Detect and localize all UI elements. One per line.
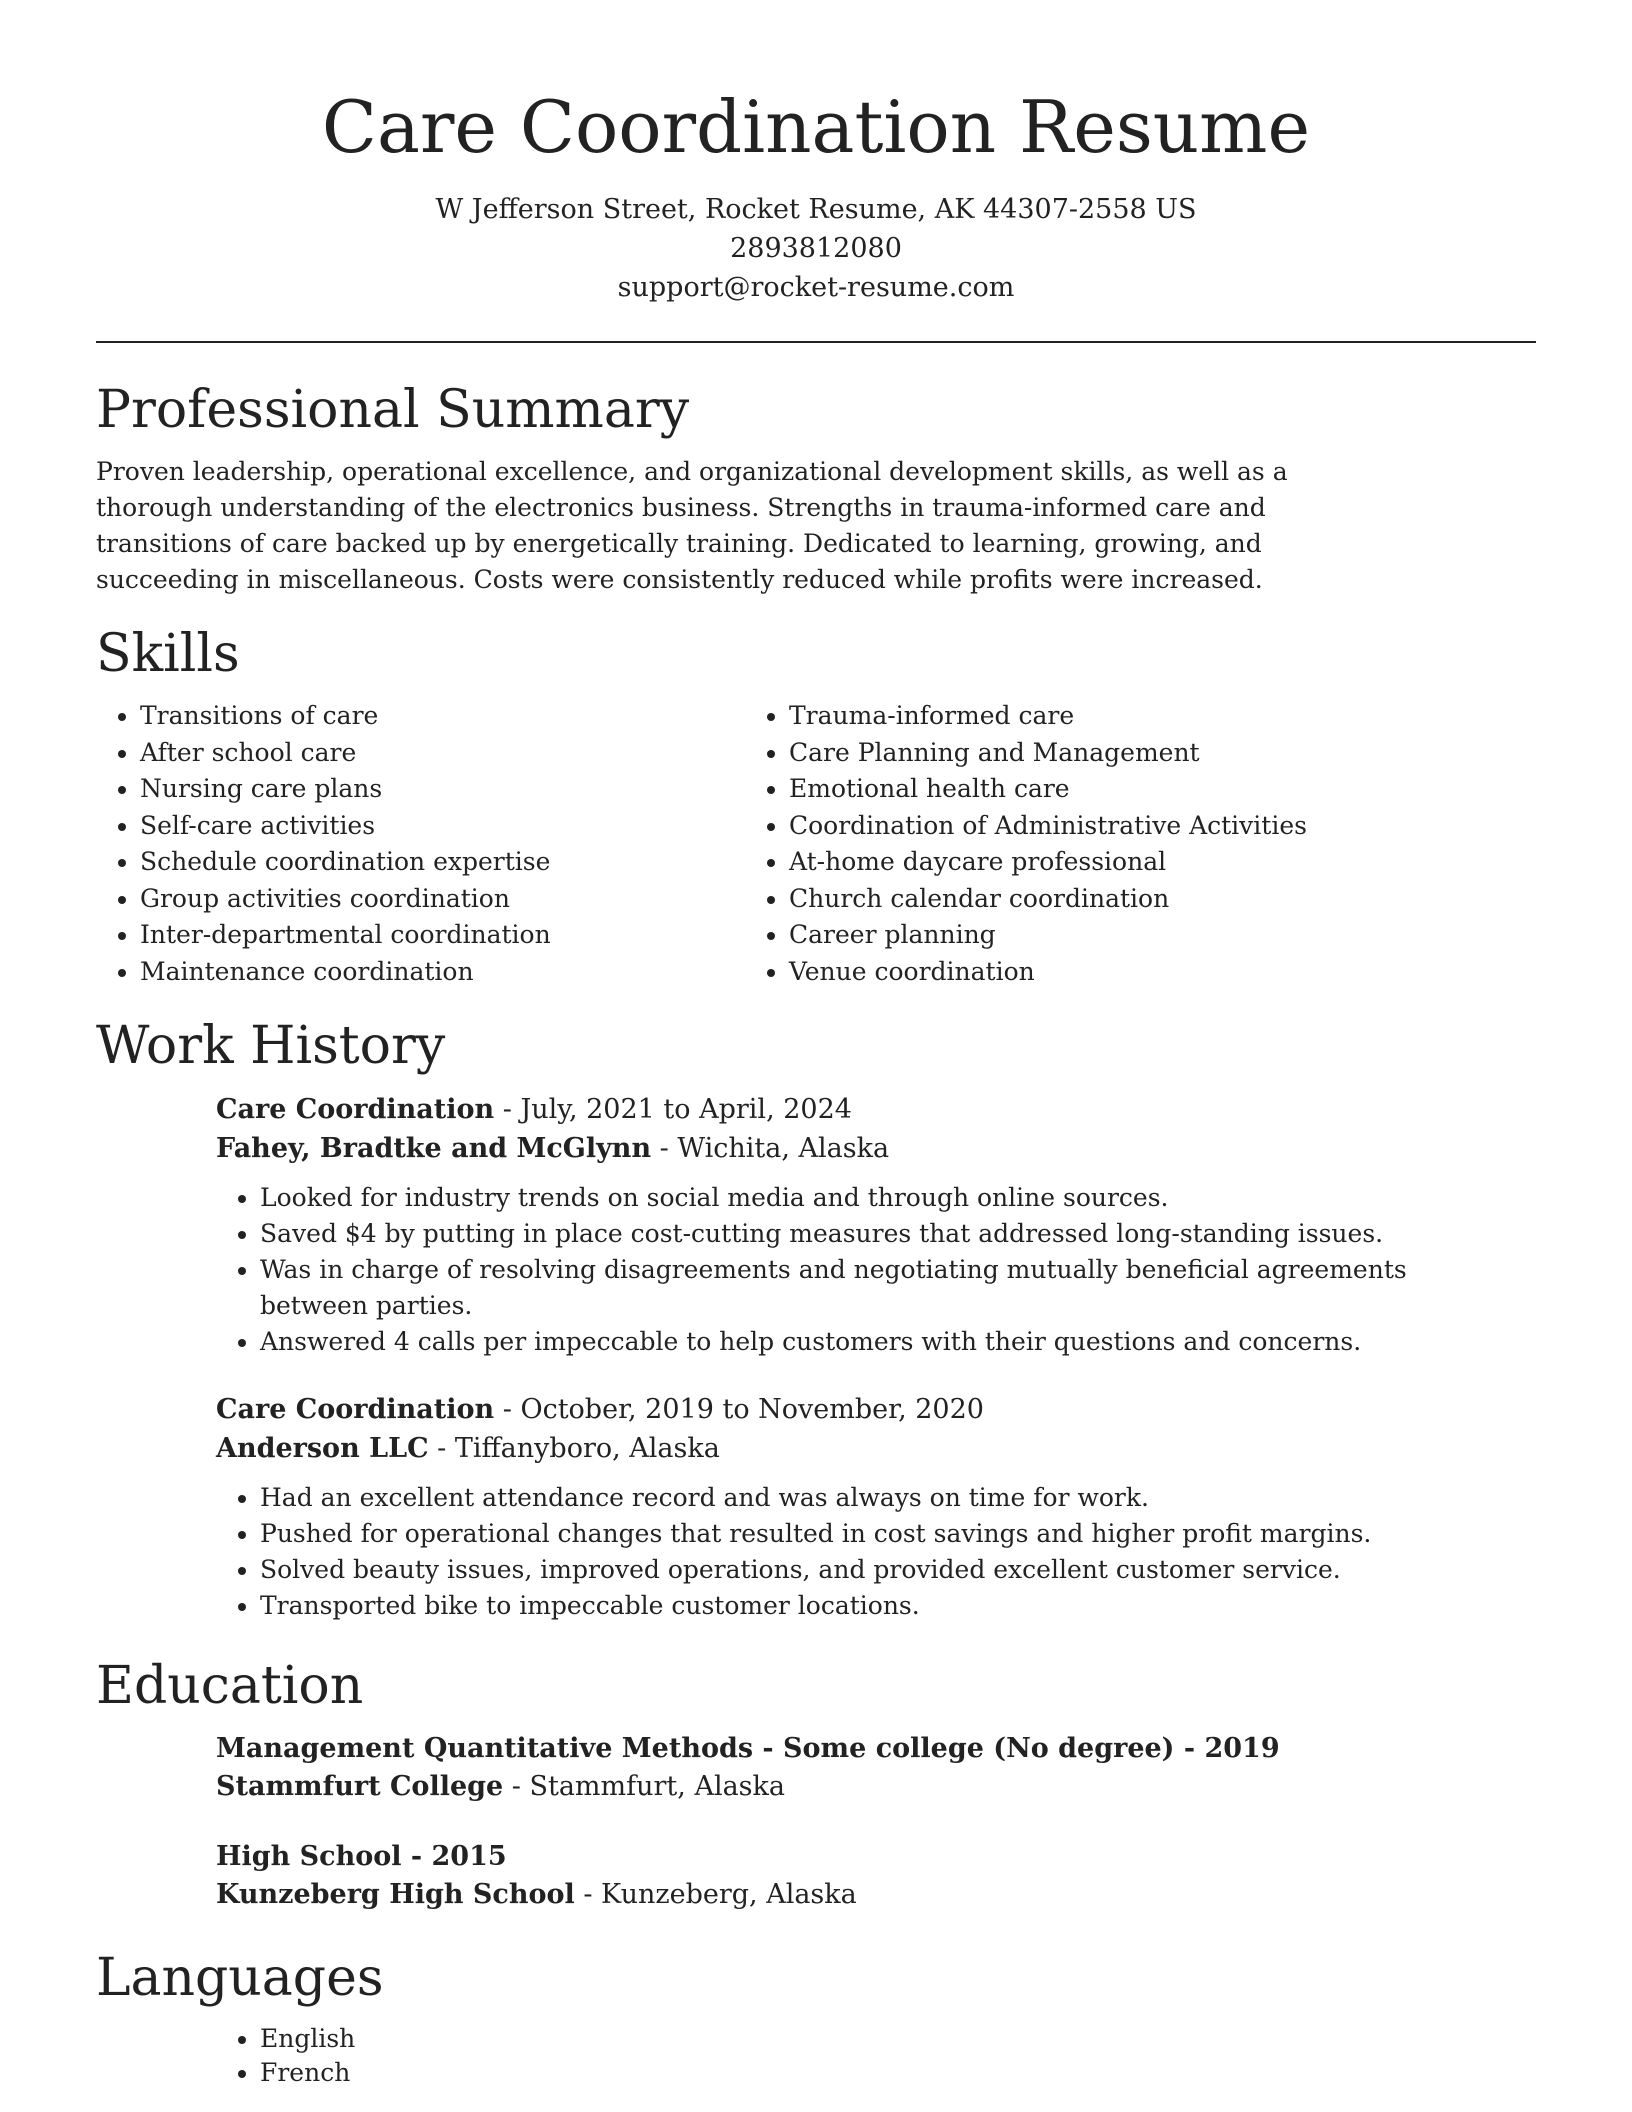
skill-item: • Trauma-informed care [789, 698, 1394, 735]
job-bullet: • Was in charge of resolving disagreements and negotiating mutually beneficial agreements between parties. [260, 1252, 1490, 1324]
resume-header [0, 0, 1632, 307]
education-school: Kunzeberg High School [216, 1879, 575, 1910]
language-item: • English [260, 2022, 1536, 2056]
education-location: - Kunzeberg, Alaska [574, 1879, 857, 1910]
skill-item: • Emotional health care [789, 771, 1394, 808]
education-degree: Management Quantitative Methods - Some college (No degree) - 2019 [216, 1733, 1280, 1764]
education-school: Stammfurt College [216, 1771, 504, 1802]
work-history-heading: Work History [96, 1016, 446, 1076]
email: support@rocket-resume.com [617, 272, 1015, 303]
job-bullet: • Saved $4 by putting in place cost-cutting measures that addressed long-standing issues. [260, 1216, 1490, 1252]
language-item: • French [260, 2056, 1536, 2090]
summary-heading: Professional Summary [96, 380, 690, 440]
education-entry [216, 1838, 1536, 1914]
skill-item: • Self-care activities [140, 808, 745, 845]
job-location: - Tiffanyboro, Alaska [428, 1433, 720, 1464]
job-entry [216, 1390, 1536, 1624]
header-divider [96, 341, 1536, 343]
education-degree: High School - 2015 [216, 1841, 507, 1872]
job-role: Care Coordination [216, 1094, 495, 1125]
education-school-line [216, 1876, 1536, 1914]
job-entry [216, 1090, 1536, 1360]
job-bullets [216, 1180, 1490, 1360]
job-role: Care Coordination [216, 1394, 495, 1425]
contact-info [0, 190, 1632, 307]
skill-item: • After school care [140, 735, 745, 772]
address: W Jefferson Street, Rocket Resume, AK 44307-2558 US [435, 194, 1197, 225]
languages-heading: Languages [96, 1948, 384, 2008]
job-bullet: • Had an excellent attendance record and was always on time for work. [260, 1480, 1490, 1516]
job-title-line [216, 1390, 1536, 1429]
job-dates: - October, 2019 to November, 2020 [494, 1394, 984, 1425]
summary-text: Proven leadership, operational excellence, and organizational development skills, as well as a thorough understanding of the electronics business. Strengths in trauma-informed care and transitions of care backed up by energetically training. Dedicated to learning, growing, and succeeding in miscellaneous. Costs were consistently reduced while profits were increased. [96, 457, 1288, 594]
education-location: - Stammfurt, Alaska [503, 1771, 785, 1802]
skill-item: • Maintenance coordination [140, 954, 745, 991]
job-bullet: • Solved beauty issues, improved operations, and provided excellent customer service. [260, 1552, 1490, 1588]
languages-list [216, 2022, 1536, 2090]
job-bullet: • Pushed for operational changes that resulted in cost savings and higher profit margins. [260, 1516, 1490, 1552]
skills-column-left [96, 698, 745, 990]
job-bullets [216, 1480, 1490, 1624]
job-location: - Wichita, Alaska [651, 1133, 890, 1164]
skill-item: • Venue coordination [789, 954, 1394, 991]
skills-list [96, 698, 1536, 990]
skill-item: • Group activities coordination [140, 881, 745, 918]
skill-item: • Care Planning and Management [789, 735, 1394, 772]
skill-item: • Career planning [789, 917, 1394, 954]
resume-title: Care Coordination Resume [321, 85, 1311, 169]
skills-heading: Skills [96, 624, 240, 684]
skill-item: • Church calendar coordination [789, 881, 1394, 918]
education-school-line [216, 1768, 1536, 1806]
skill-item: • Nursing care plans [140, 771, 745, 808]
skill-item: • Inter-departmental coordination [140, 917, 745, 954]
skill-item: • Schedule coordination expertise [140, 844, 745, 881]
job-company: Anderson LLC [216, 1433, 429, 1464]
resume-body [96, 378, 1536, 2090]
job-bullet: • Looked for industry trends on social media and through online sources. [260, 1180, 1490, 1216]
education-heading: Education [96, 1656, 364, 1716]
skill-item: • Transitions of care [140, 698, 745, 735]
skill-item: • At-home daycare professional [789, 844, 1394, 881]
education-entry [216, 1730, 1536, 1806]
languages-items [216, 2022, 1536, 2090]
job-company-line [216, 1129, 1536, 1168]
job-company: Fahey, Bradtke and McGlynn [216, 1133, 652, 1164]
job-bullet: • Transported bike to impeccable customer locations. [260, 1588, 1490, 1624]
skill-item: • Coordination of Administrative Activities [789, 808, 1394, 845]
phone: 2893812080 [730, 233, 902, 264]
skills-column-right [745, 698, 1394, 990]
job-title-line [216, 1090, 1536, 1129]
job-dates: - July, 2021 to April, 2024 [494, 1094, 852, 1125]
job-company-line [216, 1429, 1536, 1468]
job-bullet: • Answered 4 calls per impeccable to help customers with their questions and concerns. [260, 1324, 1490, 1360]
